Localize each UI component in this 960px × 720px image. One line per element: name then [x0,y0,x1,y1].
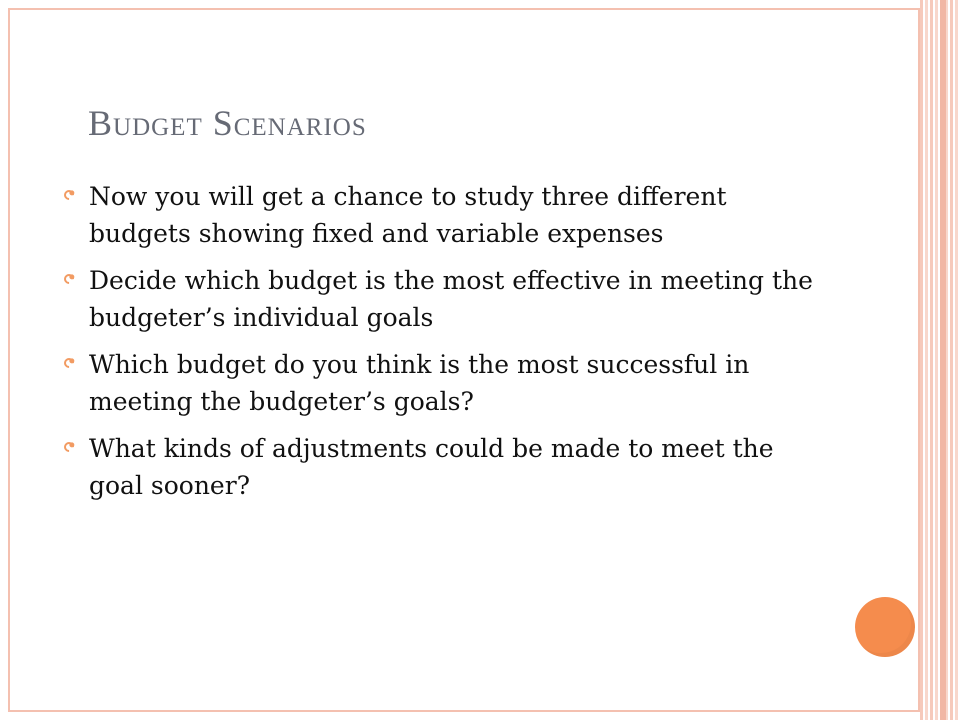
orange-circle-icon [855,597,915,657]
circle-bullet-icon [62,356,76,370]
circle-bullet-icon [62,188,76,202]
bullet-text: Decide which budget is the most effective in meeting the budgeter’s individual goals [89,266,813,332]
bullet-item [62,262,832,336]
bullet-item [62,346,832,420]
bullet-item [62,430,832,504]
circle-bullet-icon [62,272,76,286]
circle-bullet-icon [62,440,76,454]
bullet-text: What kinds of adjustments could be made to meet the goal sooner? [89,434,774,500]
bullet-list [62,178,832,514]
bullet-text: Which budget do you think is the most successful in meeting the budgeter’s goals? [89,350,750,416]
bullet-item [62,178,832,252]
slide-title: Budget Scenarios [88,103,367,143]
decorative-stripe-accent [940,0,946,720]
bullet-text: Now you will get a chance to study three different budgets showing fixed and variable expenses [89,182,727,248]
